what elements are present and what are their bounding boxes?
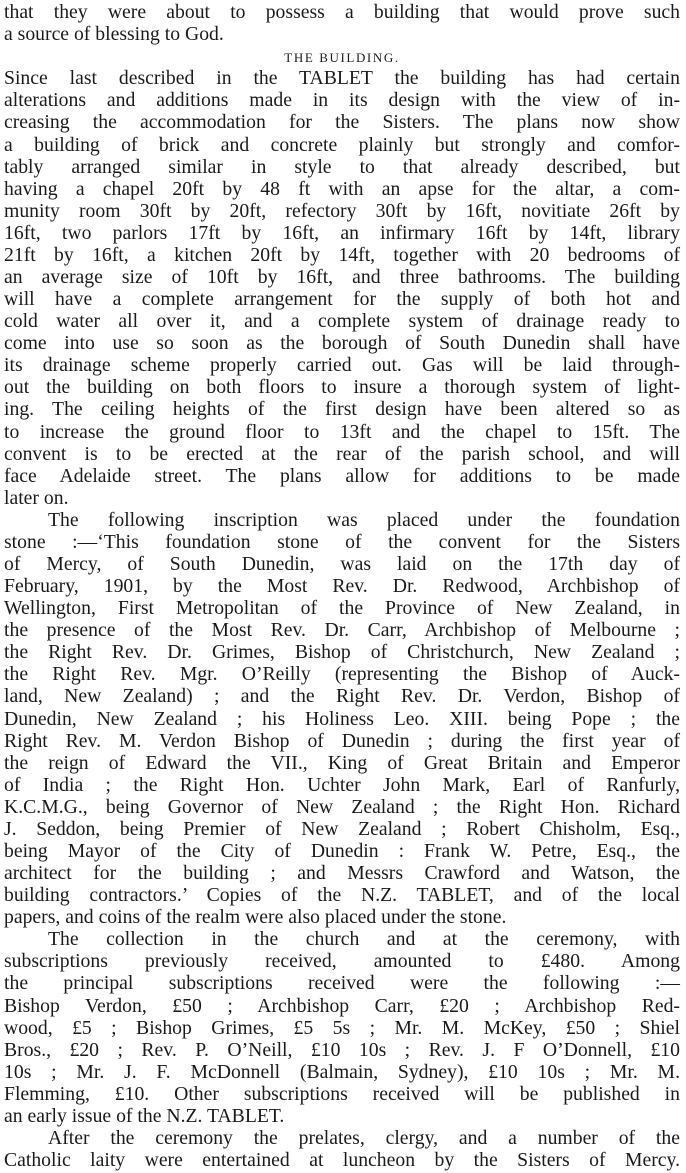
text-line: the principal subscriptions received were the following :— — [4, 972, 680, 995]
text-line: being Mayor of the City of Dunedin : Frank W. Petre, Esq., the — [4, 839, 680, 862]
text-line: Since last described in the TABLET the building has had certain — [4, 67, 680, 90]
text-line: an early issue of the N.Z. TABLET. — [4, 1104, 285, 1127]
text-line: February, 1901, by the Most Rev. Dr. Redwood, Archbishop of — [4, 575, 680, 597]
text-line: J. Seddon, being Premier of New Zealand ; Robert Chisholm, Esq., — [4, 817, 680, 840]
text-line: stone :—‘This foundation stone of the convent for the Sisters — [4, 530, 680, 553]
text-line: out the building on both floors to insure a thorough system of light- — [4, 376, 680, 399]
text-line: Bishop Verdon, £50 ; Archbishop Carr, £20 ; Archbishop Red- — [4, 994, 680, 1017]
text-line: the reign of Edward the VII., King of Great Britain and Emperor — [4, 751, 680, 774]
section-heading: THE BUILDING. — [284, 50, 400, 66]
text-line: convent is to be erected at the rear of the parish school, and will — [4, 442, 680, 465]
text-line: K.C.M.G., being Governor of New Zealand ; the Right Hon. Richard — [4, 795, 680, 818]
text-line: building contractors.’ Copies of the N.Z. TABLET, and of the local — [4, 884, 680, 907]
text-line: of Mercy, of South Dunedin, was laid on the 17th day of — [4, 552, 680, 575]
text-line: a source of blessing to God. — [4, 23, 224, 46]
text-line: After the ceremony the prelates, clergy, and a number of the — [48, 1126, 680, 1149]
text-line: face Adelaide street. The plans allow for additions to be made — [4, 464, 680, 487]
text-line: alterations and additions made in its design with the view of in- — [4, 89, 680, 112]
text-line: The collection in the church and at the ceremony, with — [48, 928, 680, 951]
text-line: Catholic laity were entertained at luncheon by the Sisters of Mercy. — [4, 1149, 680, 1171]
text-line: land, New Zealand) ; and the Right Rev. Dr. Verdon, Bishop of — [4, 685, 680, 708]
text-line: of India ; the Right Hon. Uchter John Mark, Earl of Ranfurly, — [4, 773, 680, 796]
text-line: the Right Rev. Dr. Grimes, Bishop of Christchurch, New Zealand ; — [4, 641, 680, 664]
text-line: to increase the ground floor to 13ft and the chapel to 15ft. The — [4, 420, 680, 443]
text-line: later on. — [4, 486, 69, 509]
text-line: Flemming, £10. Other subscriptions received will be published in — [4, 1082, 680, 1105]
text-line: ing. The ceiling heights of the first design have been altered so as — [4, 398, 680, 421]
text-line: Dunedin, New Zealand ; his Holiness Leo. XIII. being Pope ; the — [4, 707, 680, 730]
text-line: will have a complete arrangement for the supply of both hot and — [4, 288, 680, 310]
text-line: having a chapel 20ft by 48 ft with an apse for the altar, a com- — [4, 177, 680, 200]
text-line: 10s ; Mr. J. F. McDonnell (Balmain, Sydney), £10 10s ; Mr. M. — [4, 1060, 680, 1083]
text-line: cold water all over it, and a complete system of drainage ready to — [4, 310, 680, 333]
text-line: 16ft, two parlors 17ft by 16ft, an infirmary 16ft by 14ft, library — [4, 221, 680, 244]
text-line: an average size of 10ft by 16ft, and three bathrooms. The building — [4, 265, 680, 288]
text-line: Bros., £20 ; Rev. P. O’Neill, £10 10s ; Rev. J. F O’Donnell, £10 — [4, 1038, 680, 1061]
text-line: tably arranged similar in style to that already described, but — [4, 155, 680, 178]
text-line: its drainage scheme properly carried out. Gas will be laid through- — [4, 354, 680, 377]
text-line: 21ft by 16ft, a kitchen 20ft by 14ft, together with 20 bedrooms of — [4, 243, 680, 266]
text-line: the Right Rev. Mgr. O’Reilly (representing the Bishop of Auck- — [4, 663, 680, 686]
text-line: wood, £5 ; Bishop Grimes, £5 5s ; Mr. M. McKey, £50 ; Shiel — [4, 1016, 680, 1039]
text-line: The following inscription was placed under the foundation — [48, 508, 680, 531]
text-line: subscriptions previously received, amounted to £480. Among — [4, 950, 680, 973]
text-line: the presence of the Most Rev. Dr. Carr, Archbishop of Melbourne ; — [4, 619, 680, 642]
text-line: Right Rev. M. Verdon Bishop of Dunedin ; during the first year of — [4, 729, 680, 752]
text-line: papers, and coins of the realm were also placed under the stone. — [4, 906, 507, 929]
text-line: munity room 30ft by 20ft, refectory 30ft by 16ft, novitiate 26ft by — [4, 199, 680, 222]
text-line: creasing the accommodation for the Sisters. The plans now show — [4, 111, 680, 134]
text-line: architect for the building ; and Messrs Crawford and Watson, the — [4, 862, 680, 884]
text-line: come into use so soon as the borough of South Dunedin shall have — [4, 332, 680, 355]
text-line: Wellington, First Metropolitan of the Province of New Zealand, in — [4, 597, 680, 620]
text-line: that they were about to possess a building that would prove such — [4, 1, 680, 23]
text-line: a building of brick and concrete plainly but strongly and comfor- — [4, 133, 680, 156]
